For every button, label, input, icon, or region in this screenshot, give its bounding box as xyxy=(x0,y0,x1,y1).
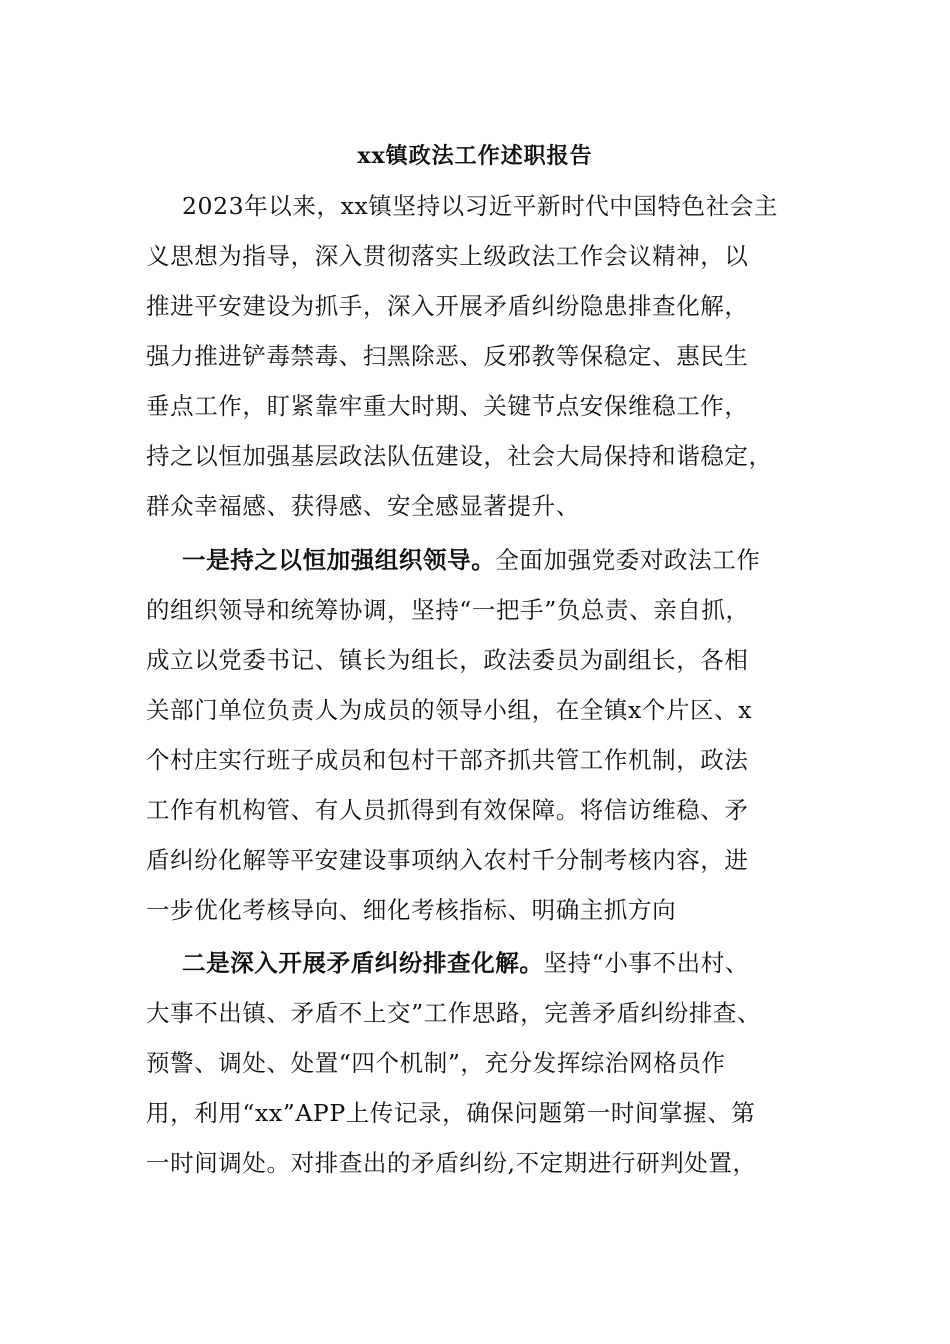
paragraph-line: 个村庄实行班子成员和包村干部齐抓共管工作机制，政法 xyxy=(146,746,749,774)
paragraph-line: 的组织领导和统筹协调，坚持“一把手”负总责、亲自抓， xyxy=(146,596,750,624)
paragraph-line: 垂点工作，盯紧靠牢重大时期、关键节点安保维稳工作， xyxy=(146,392,749,420)
paragraph-disputes xyxy=(146,938,814,1188)
paragraph-line: 强力推进铲毒禁毒、扫黑除恶、反邪教等保稳定、惠民生 xyxy=(146,342,749,370)
paragraph-line: 工作有机构管、有人员抓得到有效保障。将信访维稳、矛 xyxy=(146,796,749,824)
paragraph-line: 关部门单位负责人为成员的领导小组，在全镇x个片区、x xyxy=(146,696,753,724)
paragraph-line: 成立以党委书记、镇长为组长，政法委员为副组长，各相 xyxy=(146,646,749,674)
paragraph-intro xyxy=(146,181,814,531)
paragraph-line: 用，利用“xx”APP上传记录，确保问题第一时间掌握、第 xyxy=(146,1099,756,1127)
paragraph-heading: 二是深入开展矛盾纠纷排查化解。 xyxy=(182,949,544,977)
paragraph-line: 一时间调处。对排查出的矛盾纠纷,不定期进行研判处置， xyxy=(146,1149,757,1177)
paragraph-line: 预警、调处、处置“四个机制”，充分发挥综治网格员作 xyxy=(146,1049,726,1077)
paragraph-line: 大事不出镇、矛盾不上交”工作思路，完善矛盾纠纷排查、 xyxy=(146,999,762,1027)
paragraph-line: 义思想为指导，深入贯彻落实上级政法工作会议精神，以 xyxy=(146,242,749,270)
paragraph-heading: 一是持之以恒加强组织领导。 xyxy=(182,546,496,574)
paragraph-line: 持之以恒加强基层政法队伍建设，社会大局保持和谐稳定， xyxy=(146,442,773,470)
document-title: xx镇政法工作述职报告 xyxy=(357,143,593,169)
paragraph-line: 2023年以来，xx镇坚持以习近平新时代中国特色社会主 xyxy=(182,192,779,220)
paragraph-line: 一步优化考核导向、细化考核指标、明确主抓方向 xyxy=(146,896,677,924)
paragraph-line: 推进平安建设为抓手，深入开展矛盾纠纷隐患排查化解， xyxy=(146,292,749,320)
paragraph-first-line xyxy=(146,938,814,988)
paragraph-first-rest: 坚持“小事不出村、 xyxy=(543,949,749,977)
paragraph-line: 群众幸福感、获得感、安全感显著提升、 xyxy=(146,492,580,520)
paragraph-line: 盾纠纷化解等平安建设事项纳入农村千分制考核内容，进 xyxy=(146,846,749,874)
paragraph-organization xyxy=(146,535,814,935)
paragraph-first-line xyxy=(146,535,814,585)
paragraph-first-rest: 全面加强党委对政法工作 xyxy=(495,546,761,574)
